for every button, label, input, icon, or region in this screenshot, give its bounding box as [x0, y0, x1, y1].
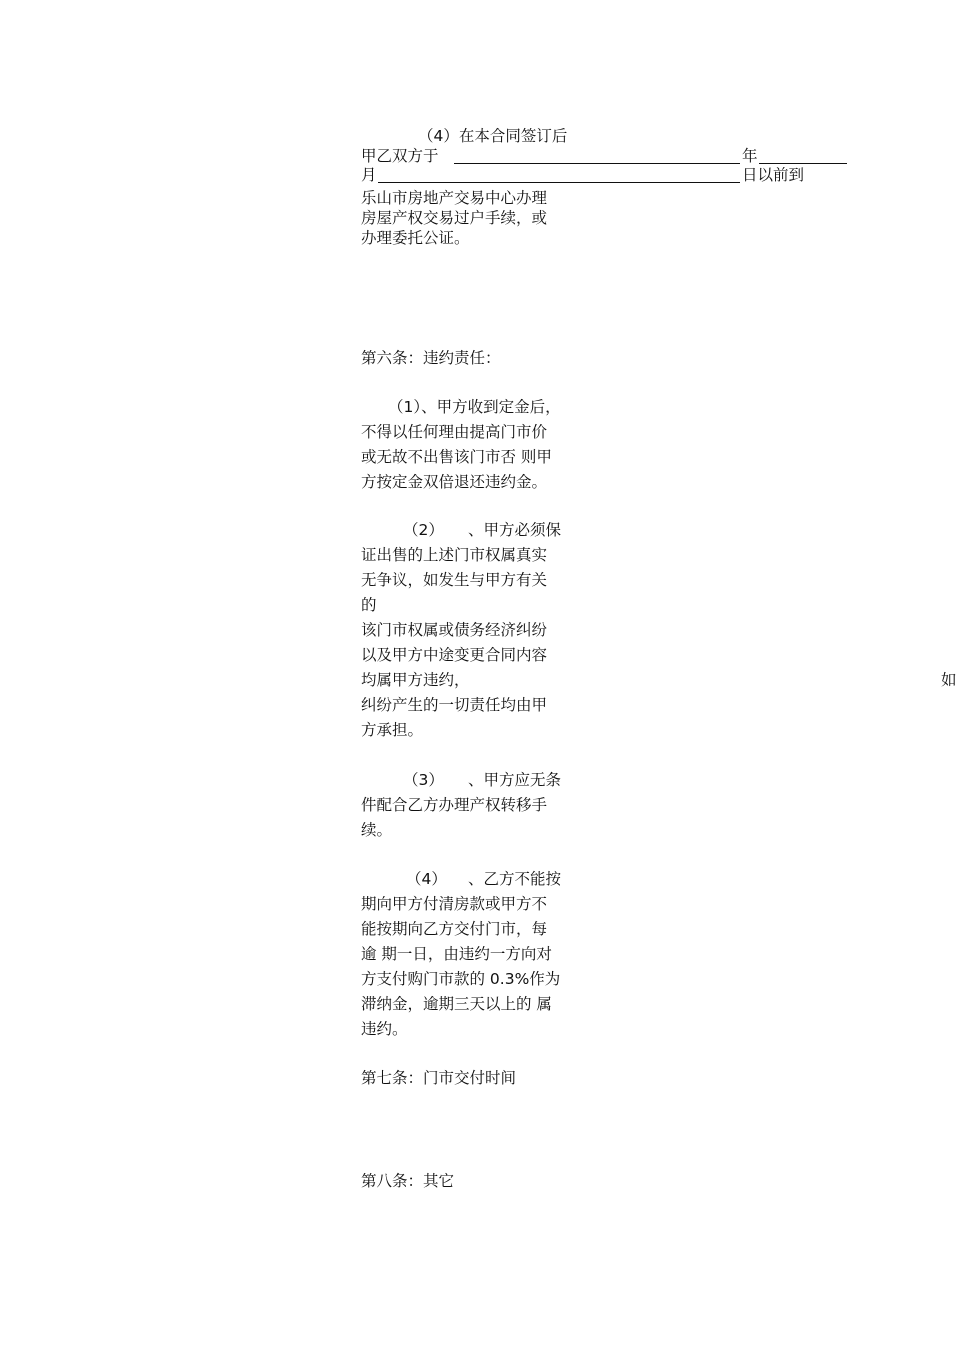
clause6-item2-line: 无争议，如发生与甲方有关	[361, 571, 548, 589]
clause5-line2-year: 年	[742, 147, 758, 165]
clause6-item4-line: 方支付购门市款的 0.3%作为	[361, 970, 561, 988]
clause5-line3-month: 月	[361, 166, 377, 184]
clause6-item2-line: 的	[361, 596, 377, 614]
day-blank-line	[378, 182, 740, 183]
clause5-line6: 办理委托公证。	[361, 229, 470, 247]
clause5-item4-line1: （4）在本合同签订后	[418, 127, 568, 145]
month-blank-line	[759, 163, 847, 164]
clause5-line2-prefix: 甲乙双方于	[361, 147, 439, 165]
clause6-item4-line: 能按期向乙方交付门市，每	[361, 920, 548, 938]
clause6-item4-line: 逾 期一日，由违约一方向对	[361, 945, 552, 963]
clause6-item2-first: 、甲方必须保	[468, 521, 562, 539]
clause6-item2-margin-char: 如	[941, 671, 957, 689]
clause6-item2-line: 均属甲方违约，	[361, 671, 470, 689]
clause6-item3-line: 续。	[361, 821, 393, 839]
clause6-item2-line: 该门市权属或债务经济纠纷	[361, 621, 548, 639]
clause6-item3-number: （3）	[403, 771, 444, 789]
clause6-item2-line: 纠纷产生的一切责任均由甲	[361, 696, 548, 714]
clause6-item4-number: （4）	[406, 870, 447, 888]
clause6-item2-line: 证出售的上述门市权属真实	[361, 546, 548, 564]
clause5-line3-suffix: 日以前到	[742, 166, 805, 184]
clause5-line5: 房屋产权交易过户手续，或	[361, 209, 548, 227]
clause6-item2-line: 方承担。	[361, 721, 424, 739]
clause6-item4-line: 滞纳金，逾期三天以上的 属	[361, 995, 552, 1013]
clause6-item2-number: （2）	[403, 521, 444, 539]
clause6-item4-line: 违约。	[361, 1020, 408, 1038]
clause6-item1-line1: （1）、甲方收到定金后，	[388, 398, 561, 416]
clause6-item4-line: 期向甲方付清房款或甲方不	[361, 895, 548, 913]
clause6-item2-line: 以及甲方中途变更合同内容	[361, 646, 548, 664]
clause5-line4: 乐山市房地产交易中心办理	[361, 189, 548, 207]
clause7-heading: 第七条：门市交付时间	[361, 1069, 517, 1087]
clause6-heading: 第六条：违约责任：	[361, 349, 501, 367]
clause6-item1-line2: 不得以任何理由提高门市价	[361, 423, 548, 441]
year-blank-line	[454, 163, 740, 164]
clause6-item1-line4: 方按定金双倍退还违约金。	[361, 473, 548, 491]
clause6-item4-first: 、乙方不能按	[468, 870, 562, 888]
clause6-item3-line: 件配合乙方办理产权转移手	[361, 796, 548, 814]
clause6-item3-first: 、甲方应无条	[468, 771, 562, 789]
clause8-heading: 第八条：其它	[361, 1172, 455, 1190]
clause6-item1-line3: 或无故不出售该门市否 则甲	[361, 448, 552, 466]
